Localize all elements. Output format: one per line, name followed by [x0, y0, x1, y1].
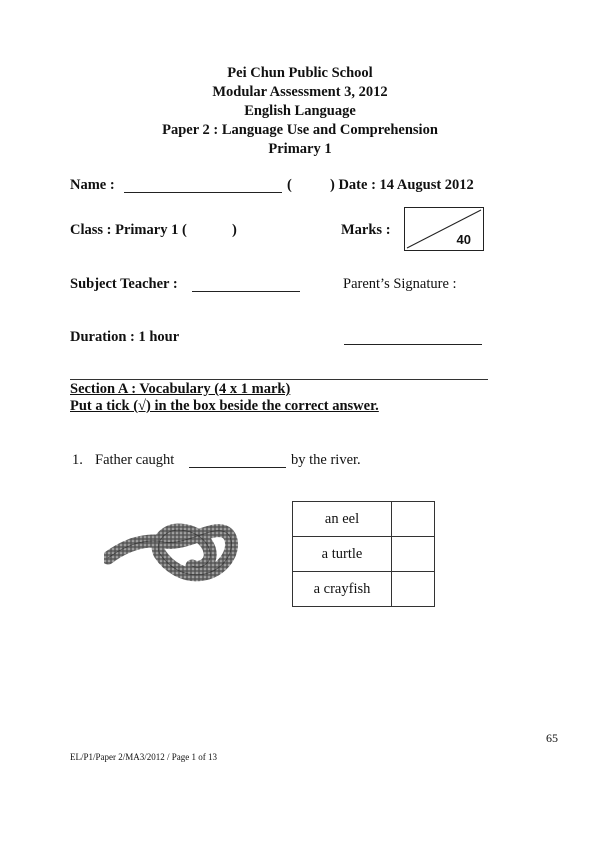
name-paren-open: (	[287, 177, 292, 193]
date-text: ) Date : 14 August 2012	[330, 177, 474, 193]
table-row	[293, 502, 435, 537]
question-number: 1.	[72, 452, 83, 468]
answer-table	[292, 501, 435, 607]
document-header	[0, 64, 600, 159]
question-text-after: by the river.	[291, 452, 361, 468]
class-label: Class : Primary 1 (	[70, 222, 187, 238]
subject-title: English Language	[244, 103, 356, 119]
level-title: Primary 1	[268, 141, 332, 157]
subject-teacher-line[interactable]	[192, 279, 300, 292]
option-label: an eel	[293, 502, 392, 537]
section-divider	[70, 379, 488, 380]
subject-teacher-label: Subject Teacher :	[70, 276, 178, 292]
section-header	[70, 381, 379, 415]
option-label: a turtle	[293, 537, 392, 572]
duration-label: Duration : 1 hour	[70, 329, 180, 345]
parent-signature-label: Parent’s Signature :	[343, 276, 457, 292]
table-row	[293, 537, 435, 572]
section-instruction: Put a tick (√) in the box beside the correct answer.	[70, 398, 379, 414]
name-label: Name :	[70, 177, 115, 193]
tick-box-option-1[interactable]	[392, 502, 435, 537]
marks-total: 40	[456, 232, 471, 247]
marks-diagonal	[405, 208, 483, 250]
name-field-line[interactable]	[124, 180, 282, 193]
tick-box-option-3[interactable]	[392, 572, 435, 607]
table-row	[293, 572, 435, 607]
eel-illustration	[104, 508, 240, 588]
option-label: a crayfish	[293, 572, 392, 607]
marks-box	[404, 207, 484, 251]
footer-code: EL/P1/Paper 2/MA3/2012 / Page 1 of 13	[70, 752, 217, 762]
assessment-title: Modular Assessment 3, 2012	[212, 84, 388, 100]
parent-signature-line[interactable]	[344, 332, 482, 345]
school-name: Pei Chun Public School	[227, 65, 373, 81]
handwritten-page-mark: 65	[546, 731, 558, 745]
question-blank	[189, 455, 286, 468]
tick-box-option-2[interactable]	[392, 537, 435, 572]
class-paren-close: )	[232, 222, 237, 238]
paper-title: Paper 2 : Language Use and Comprehension	[162, 122, 438, 138]
section-title: Section A : Vocabulary (4 x 1 mark)	[70, 381, 291, 397]
marks-label: Marks :	[341, 222, 391, 238]
question-text-before: Father caught	[95, 452, 175, 468]
